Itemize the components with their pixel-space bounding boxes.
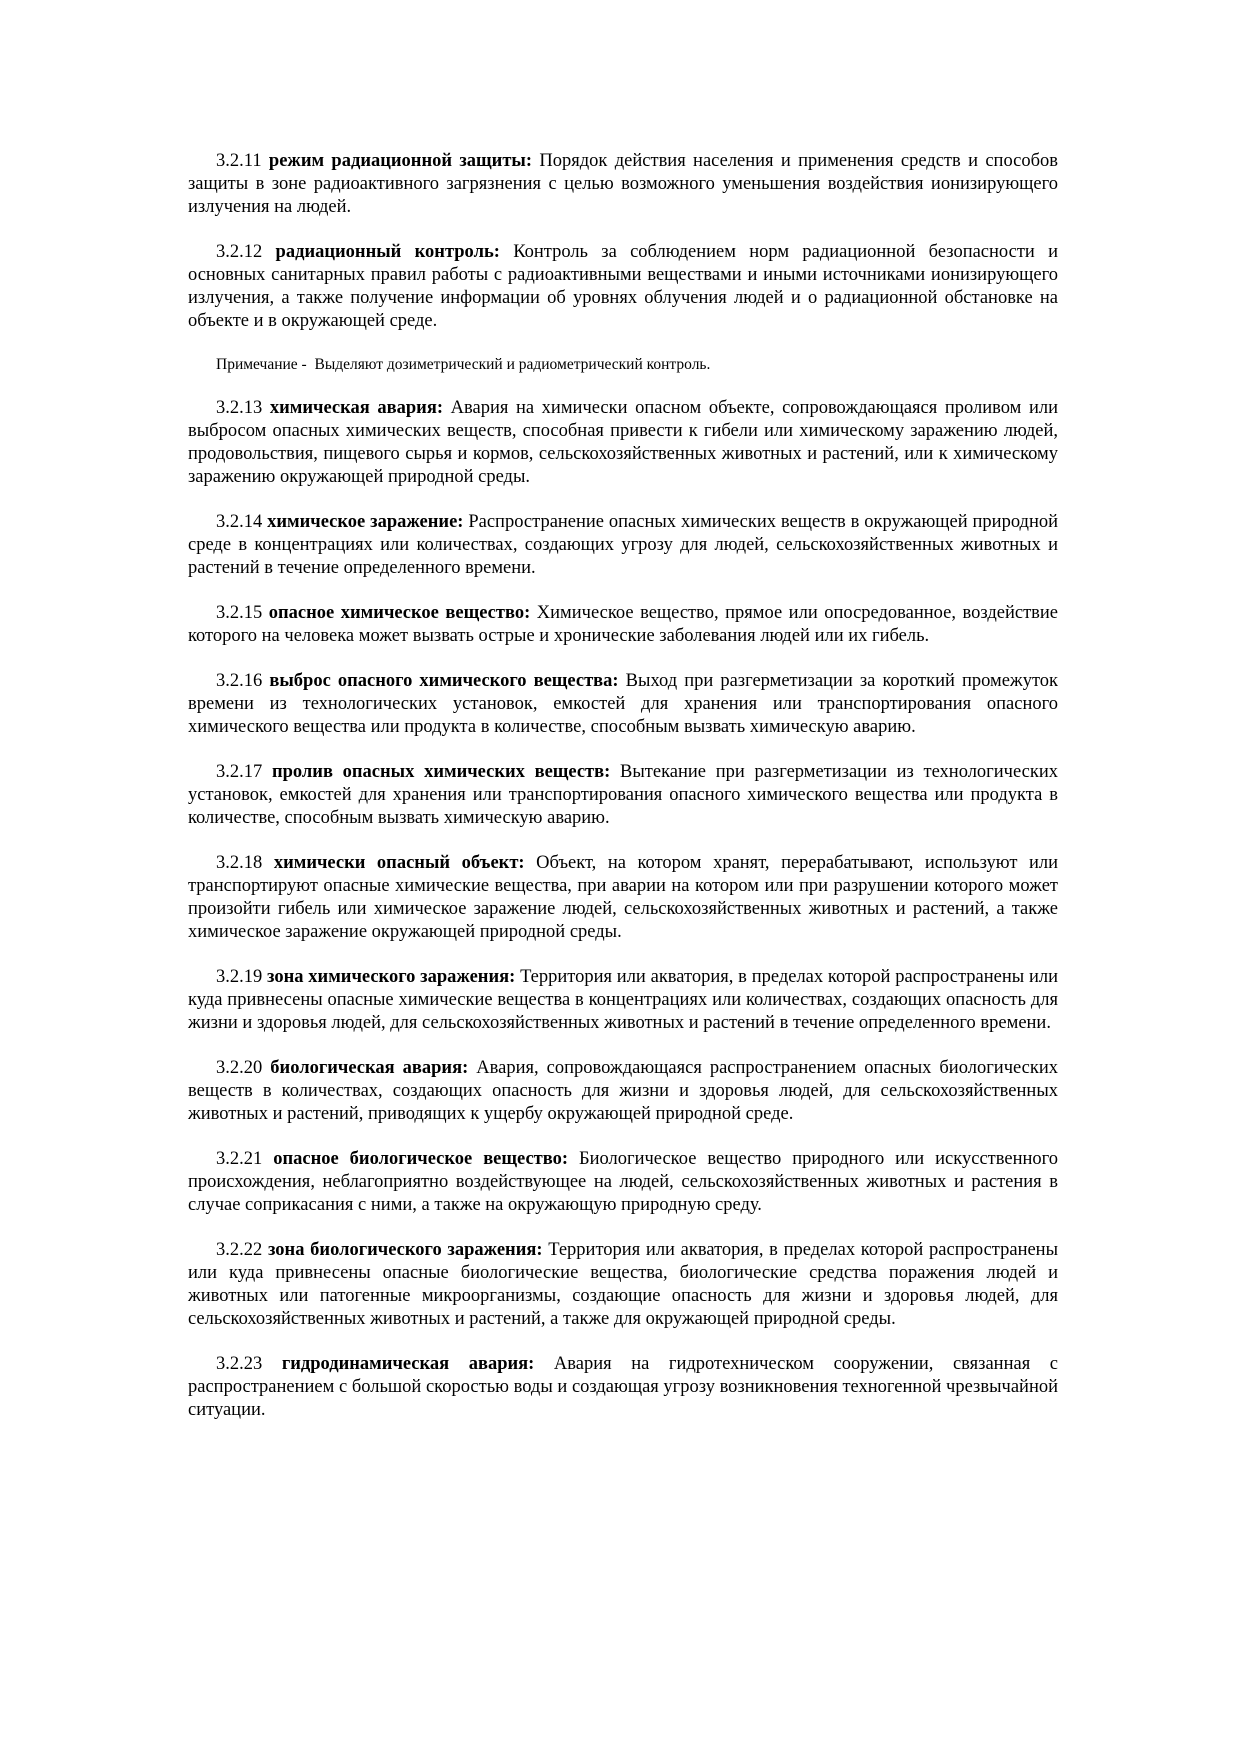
entry-definition: Порядок действия населения и применения средств и способов защиты в зоне радиоактивного загрязнения с целью возможного уменьшения воздействия ионизирующего излучения на людей. (188, 151, 1059, 217)
entry-number: 3.2.17 (216, 762, 263, 782)
entry-term: гидродинамическая авария: (281, 1354, 535, 1374)
entry-number: 3.2.18 (216, 853, 263, 873)
entry-term: радиационный контроль: (275, 242, 500, 262)
entry-definition: Распространение опасных химических веществ в окружающей природной среде в концентрациях или количествах, создающих угрозу для людей, сельскохозяйственных животных и растений в течение определенного времени. (188, 512, 1058, 578)
entry-definition: Химическое вещество, прямое или опосредованное, воздействие которого на человека может вызвать острые и хронические заболевания людей или их гибель. (188, 603, 1059, 646)
note-label: Примечание - (216, 356, 307, 373)
entry-term: химическая авария: (269, 398, 443, 418)
entry-number: 3.2.20 (216, 1058, 263, 1078)
entry-definition: Биологическое вещество природного или искусственного происхождения, неблагоприятно воздействующее на людей, сельскохозяйственных животных и растения в случае соприкасания с ними, а также на окружающую природную среду. (188, 1149, 1059, 1215)
entry-number: 3.2.23 (216, 1354, 263, 1374)
entry-term: химически опасный объект: (273, 853, 525, 873)
entry-term: режим радиационной защиты: (268, 151, 533, 171)
entry-term: выброс опасного химического вещества: (269, 671, 619, 691)
entry-term: пролив опасных химических веществ: (271, 762, 611, 782)
definition-3-2-15 (188, 602, 1058, 648)
entry-definition: Объект, на котором хранят, перерабатывают, используют или транспортируют опасные химические вещества, при аварии на котором или при разрушении которого может произойти гибель или химическое заражение людей, сельскохозяйственных животных и растений, а также химическое заражение окружающей природной среды. (188, 853, 1059, 942)
entry-definition: Контроль за соблюдением норм радиационной безопасности и основных санитарных правил работы с радиоактивными веществами и иными источниками ионизирующего излучения, а также получение информации об уровнях облучения людей и о радиационной обстановке на объекте и в окружающей среде. (188, 242, 1059, 331)
definition-3-2-17 (188, 761, 1058, 830)
entry-number: 3.2.11 (216, 151, 262, 171)
definition-3-2-18 (188, 852, 1058, 944)
entry-number: 3.2.12 (216, 242, 263, 262)
entry-number: 3.2.14 (216, 512, 263, 532)
entry-term: зона биологического заражения: (267, 1240, 543, 1260)
entry-number: 3.2.21 (216, 1149, 263, 1169)
definition-3-2-12 (188, 241, 1058, 333)
definition-3-2-16 (188, 670, 1058, 739)
note-text: Выделяют дозиметрический и радиометрический контроль. (314, 356, 711, 373)
entry-number: 3.2.15 (216, 603, 263, 623)
entry-definition: Авария, сопровождающаяся распространением опасных биологических веществ в количествах, создающих опасность для жизни и здоровья людей, для сельскохозяйственных животных и растений, приводящих к ущербу окружающей природной среде. (188, 1058, 1059, 1124)
entry-term: химическое заражение: (267, 512, 464, 532)
entry-definition: Территория или акватория, в пределах которой распространены или куда привнесены опасные химические вещества в концентрациях или количествах, создающих опасность для жизни и здоровья людей, для сельскохозяйственных животных и растений в течение определенного времени. (188, 967, 1059, 1033)
entry-term: опасное биологическое вещество: (273, 1149, 569, 1169)
entry-definition: Вытекание при разгерметизации из технологических установок, емкостей для хранения или транспортирования опасного химического вещества или продукта в количестве, способным вызвать химическую аварию. (188, 762, 1058, 828)
definition-3-2-22 (188, 1239, 1058, 1331)
entry-definition: Территория или акватория, в пределах которой распространены или куда привнесены опасные биологические вещества, биологические средства поражения людей и животных или патогенные микроорганизмы, создающие опасность для жизни и здоровья людей, для сельскохозяйственных животных и растений, а также для окружающей природной среды. (188, 1240, 1059, 1329)
entry-number: 3.2.16 (216, 671, 263, 691)
definition-3-2-23 (188, 1353, 1058, 1422)
note (188, 355, 1058, 375)
entry-term: биологическая авария: (270, 1058, 469, 1078)
entry-definition: Выход при разгерметизации за короткий промежуток времени из технологических установок, емкостей для хранения или транспортирования опасного химического вещества или продукта в количестве, способным вызвать химическую аварию. (188, 671, 1059, 737)
entry-definition: Авария на химически опасном объекте, сопровождающаяся проливом или выбросом опасных химических веществ, способная привести к гибели или химическому заражению людей, продовольствия, пищевого сырья и кормов, сельскохозяйственных животных и растений, или к химическому заражению окружающей природной среды. (188, 398, 1059, 487)
entry-definition: Авария на гидротехническом сооружении, связанная с распространением с большой скоростью воды и создающая угрозу возникновения техногенной чрезвычайной ситуации. (188, 1354, 1058, 1420)
entry-term: зона химического заражения: (267, 967, 516, 987)
entry-number: 3.2.19 (216, 967, 263, 987)
entry-number: 3.2.22 (216, 1240, 263, 1260)
entry-term: опасное химическое вещество: (268, 603, 531, 623)
definition-3-2-19 (188, 966, 1058, 1035)
entry-number: 3.2.13 (216, 398, 263, 418)
document-page (188, 150, 1058, 1444)
definition-3-2-21 (188, 1148, 1058, 1217)
definition-3-2-13 (188, 397, 1058, 489)
definition-3-2-14 (188, 511, 1058, 580)
definition-3-2-11 (188, 150, 1058, 219)
definition-3-2-20 (188, 1057, 1058, 1126)
